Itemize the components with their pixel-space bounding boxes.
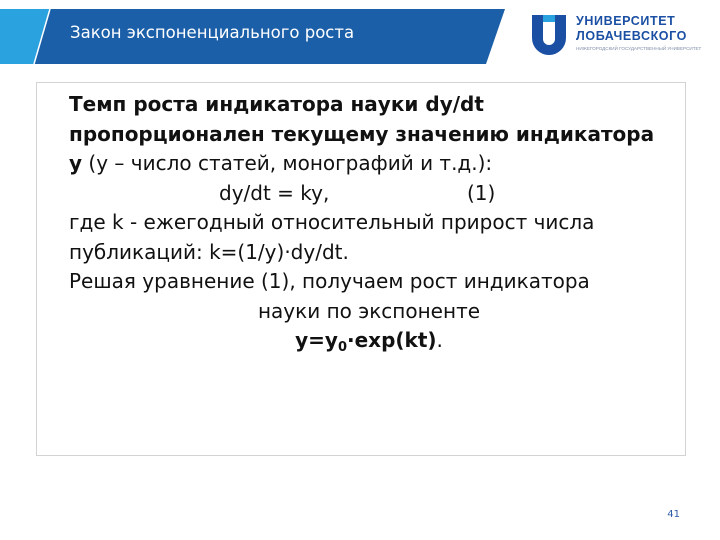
- equation-formula: dy/dt = ky,: [219, 180, 330, 205]
- equation-line: [69, 179, 669, 209]
- definition-bold-text: Темп роста индикатора науки dy/dt пропорционален текущему значению индикатора y: [69, 92, 655, 175]
- result-exp: ·exp(kt): [347, 328, 437, 352]
- logo-line-2: ЛОБАЧЕВСКОГО: [576, 29, 687, 43]
- result-y: y=y: [295, 328, 338, 352]
- slide-body: [69, 90, 669, 363]
- paragraph-k-definition: где k - ежегодный относительный прирост числа публикаций: k=(1/y)·dy/dt.: [69, 210, 595, 264]
- equation-number: (1): [467, 180, 496, 205]
- result-formula: [69, 326, 669, 363]
- definition-note: (y – число статей, монографий и т.д.):: [82, 151, 493, 175]
- logo-line-1: УНИВЕРСИТЕТ: [576, 14, 676, 28]
- paragraph-definition: [69, 90, 669, 179]
- slide-title: Закон экспоненциального роста: [70, 23, 355, 42]
- result-subscript: 0: [337, 340, 347, 355]
- logo-subtitle: НИЖЕГОРОДСКИЙ ГОСУДАРСТВЕННЫЙ УНИВЕРСИТЕТ: [576, 46, 702, 51]
- result-dot: .: [436, 328, 443, 352]
- page-number: 41: [667, 509, 680, 520]
- logo-name: [576, 14, 687, 44]
- unn-logo-icon: [528, 13, 570, 57]
- university-logo: [528, 11, 708, 61]
- paragraph-solution-cont: науки по экспоненте: [257, 298, 481, 323]
- paragraph-solution: Решая уравнение (1), получаем рост индикатора: [69, 269, 590, 293]
